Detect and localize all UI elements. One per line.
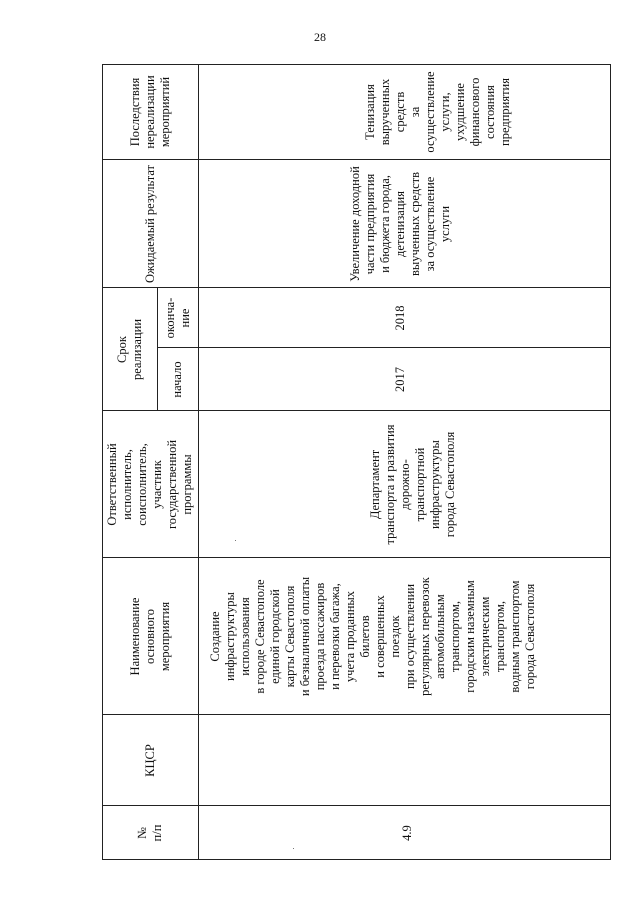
header-number: № п/п [135, 824, 164, 842]
row-activity-name: Создание инфраструктуры использования в городе Севастополе единой городской карты Севастополя и безналичной оплаты проезда пассажиров и перевозки багажа, учета проданных билетов и совершенных поездок при осуществлении регулярных перевозок автомобильным транспортом, городским наземным электрическим транспортом, водным транспортом города Севастополя [208, 576, 537, 697]
row-kcsr [198, 715, 611, 806]
header-end: оконча- ние [162, 297, 192, 339]
header-expected-result: Ожидаемый результат [142, 164, 157, 284]
row-expected-result: Увеличение доходной части предприятия и бюджета города, детенизация выученных средств за осуществление услуги [348, 166, 452, 282]
row-number: 4.9 [400, 825, 414, 841]
row-end-year: 2018 [393, 305, 407, 331]
header-kcsr: КЦСР [142, 744, 157, 777]
page-number: 28 [314, 30, 326, 44]
header-executor: Ответственный исполнитель, соисполнитель, участник государственной программы [105, 439, 194, 530]
header-start: начало [170, 361, 184, 398]
header-activity-name: Наименование основного мероприятия [127, 597, 172, 676]
header-consequences: Последствия нереализации мероприятий [127, 75, 172, 149]
row-consequences: Тенизация вырученных средств за осуществление услуги, ухудшение финансового состояния предприятия [363, 71, 512, 153]
rotated-table [102, 64, 611, 860]
header-period: Срок реализации [114, 318, 144, 381]
row-executor: Департамент транспорта и развития дорожно- транспортной инфраструктуры города Севастополя [368, 424, 457, 545]
row-start-year: 2017 [393, 367, 407, 392]
